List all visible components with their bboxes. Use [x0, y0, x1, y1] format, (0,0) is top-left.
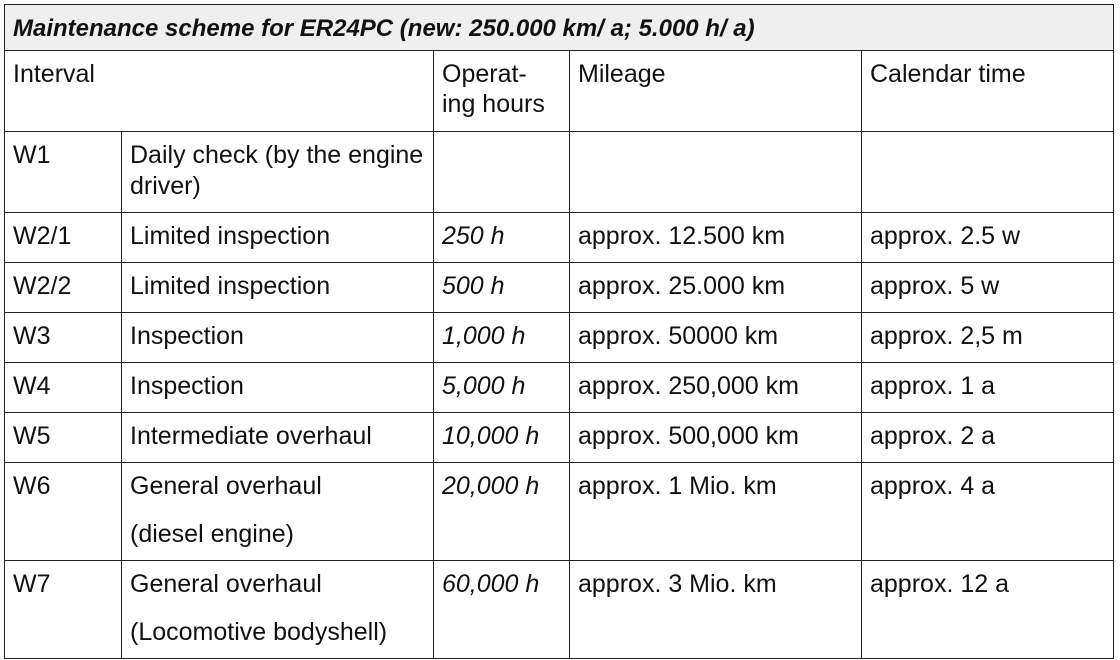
operating-hours: 1,000 h — [434, 313, 570, 363]
interval-code: W3 — [5, 313, 122, 363]
interval-description-line1: General overhaul — [130, 570, 322, 598]
interval-description — [122, 463, 434, 561]
interval-description: Limited inspection — [122, 213, 434, 263]
interval-description: Intermediate overhaul — [122, 413, 434, 463]
mileage: approx. 25.000 km — [570, 263, 862, 313]
interval-code: W1 — [5, 132, 122, 213]
table-row — [5, 413, 1114, 463]
operating-hours: 250 h — [434, 213, 570, 263]
interval-code: W4 — [5, 363, 122, 413]
interval-description-line2: (diesel engine) — [130, 520, 294, 548]
calendar-time: approx. 2,5 m — [862, 313, 1114, 363]
calendar-time: approx. 5 w — [862, 263, 1114, 313]
calendar-time: approx. 2.5 w — [862, 213, 1114, 263]
header-calendar-time: Calendar time — [862, 51, 1114, 132]
interval-description: Inspection — [122, 313, 434, 363]
operating-hours: 10,000 h — [434, 413, 570, 463]
interval-code: W6 — [5, 463, 122, 561]
interval-description: Limited inspection — [122, 263, 434, 313]
table-row — [5, 363, 1114, 413]
mileage: approx. 1 Mio. km — [570, 463, 862, 561]
table-row — [5, 313, 1114, 363]
mileage: approx. 500,000 km — [570, 413, 862, 463]
table-row — [5, 263, 1114, 313]
interval-description-line1: General overhaul — [130, 472, 322, 500]
table-row — [5, 463, 1114, 561]
table-row — [5, 132, 1114, 213]
header-operating-hours — [434, 51, 570, 132]
maintenance-scheme-table — [4, 4, 1114, 659]
mileage: approx. 12.500 km — [570, 213, 862, 263]
mileage: approx. 3 Mio. km — [570, 561, 862, 659]
interval-description — [122, 561, 434, 659]
interval-code: W2/1 — [5, 213, 122, 263]
table-title-row — [5, 5, 1114, 51]
interval-code: W5 — [5, 413, 122, 463]
header-operating-hours-line2: ing hours — [442, 90, 545, 118]
table-header-row — [5, 51, 1114, 132]
header-operating-hours-line1: Operat- — [442, 60, 527, 88]
header-interval: Interval — [5, 51, 434, 132]
operating-hours: 60,000 h — [434, 561, 570, 659]
interval-description: Daily check (by the engine driver) — [122, 132, 434, 213]
header-mileage: Mileage — [570, 51, 862, 132]
calendar-time: approx. 4 a — [862, 463, 1114, 561]
calendar-time: approx. 1 a — [862, 363, 1114, 413]
interval-description-line2: (Locomotive bodyshell) — [130, 618, 388, 646]
operating-hours: 20,000 h — [434, 463, 570, 561]
operating-hours: 5,000 h — [434, 363, 570, 413]
calendar-time: approx. 2 a — [862, 413, 1114, 463]
interval-code: W7 — [5, 561, 122, 659]
table-title: Maintenance scheme for ER24PC (new: 250.000 km/ a; 5.000 h/ a) — [5, 5, 1114, 51]
interval-code: W2/2 — [5, 263, 122, 313]
operating-hours: 500 h — [434, 263, 570, 313]
table-row — [5, 213, 1114, 263]
operating-hours — [434, 132, 570, 213]
mileage: approx. 50000 km — [570, 313, 862, 363]
calendar-time: approx. 12 a — [862, 561, 1114, 659]
table-row — [5, 561, 1114, 659]
mileage: approx. 250,000 km — [570, 363, 862, 413]
mileage — [570, 132, 862, 213]
calendar-time — [862, 132, 1114, 213]
interval-description: Inspection — [122, 363, 434, 413]
